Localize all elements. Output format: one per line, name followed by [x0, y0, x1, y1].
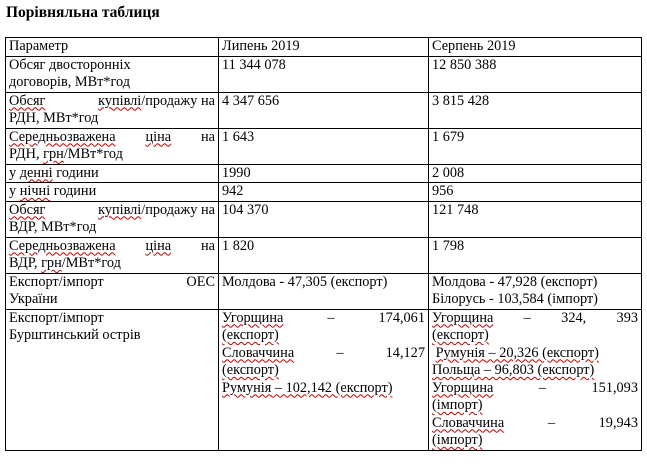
row-label-rdn-volume: Обсяг купівлі/продажу на РДН, МВт*год — [6, 92, 219, 128]
table-row — [6, 183, 642, 202]
table-row — [6, 92, 642, 128]
cell-july: 1 820 — [219, 237, 429, 273]
cell-july: 942 — [219, 183, 429, 202]
cell-august: 1 798 — [429, 237, 642, 273]
row-label-burshtyn: Експорт/імпорт Бурштинський острів — [6, 309, 219, 450]
comparison-table — [5, 37, 642, 451]
row-label-night-hours: у нічні години — [6, 183, 219, 202]
table-row — [6, 128, 642, 164]
cell-august: 3 815 428 — [429, 92, 642, 128]
table-row — [6, 309, 642, 450]
cell-july: 11 344 078 — [219, 56, 429, 92]
table-row — [6, 273, 642, 309]
cell-july: 4 347 656 — [219, 92, 429, 128]
row-label-vdr-price: Середньозважена ціна на ВДР, грн/МВт*год — [6, 237, 219, 273]
row-label-day-hours: у денні години — [6, 164, 219, 183]
row-label-rdn-price: Середньозважена ціна на РДН, грн/МВт*год — [6, 128, 219, 164]
table-header-row — [6, 38, 642, 57]
cell-august: Молдова - 47,928 (експорт) Білорусь - 103,584 (імпорт) — [429, 273, 642, 309]
table-row — [6, 201, 642, 237]
cell-august: 1 679 — [429, 128, 642, 164]
cell-july: 1990 — [219, 164, 429, 183]
cell-july: Молдова - 47,305 (експорт) — [219, 273, 429, 309]
table-row — [6, 237, 642, 273]
row-label-bilateral: Обсяг двосторонніх договорів, МВт*год — [6, 56, 219, 92]
cell-july: Угорщина – 174,061 (експорт) Словаччина – 14,127 (експорт) Румунія – 102,142 (експорт) — [219, 309, 429, 450]
header-param: Параметр — [6, 38, 219, 57]
table-row — [6, 164, 642, 183]
row-label-vdr-volume: Обсяг купівлі/продажу на ВДР, МВт*год — [6, 201, 219, 237]
cell-august: 956 — [429, 183, 642, 202]
cell-august: Угорщина – 324, 393 (експорт) Румунія – 20,326 (експорт) Польща – 96,803 (експорт) Угорщина – 151,093 (імпорт) Словаччина – 19,943 (імпорт) — [429, 309, 642, 450]
cell-july: 1 643 — [219, 128, 429, 164]
row-label-ees-export: Експорт/імпорт ОЕС України — [6, 273, 219, 309]
table-row — [6, 56, 642, 92]
cell-august: 2 008 — [429, 164, 642, 183]
cell-july: 104 370 — [219, 201, 429, 237]
header-august: Серпень 2019 — [429, 38, 642, 57]
cell-august: 12 850 388 — [429, 56, 642, 92]
header-july: Липень 2019 — [219, 38, 429, 57]
cell-august: 121 748 — [429, 201, 642, 237]
page-title: Порівняльна таблиця — [6, 4, 160, 21]
